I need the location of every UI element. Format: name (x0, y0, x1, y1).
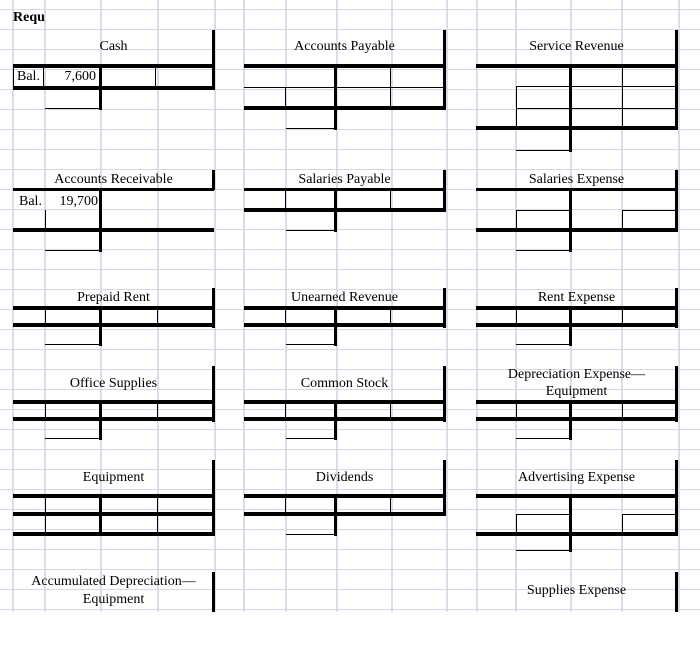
account-title: Cash (99, 39, 128, 54)
t-account-rent-expense[interactable] (476, 288, 677, 346)
account-title: Rent Expense (537, 290, 616, 305)
t-account-accounts-receivable[interactable] (13, 170, 214, 252)
t-account-dividends[interactable] (244, 460, 445, 536)
account-title: Supplies Expense (526, 583, 627, 598)
account-title: Salaries Payable (298, 172, 391, 187)
account-title-line2: Equipment (545, 384, 608, 399)
t-account-advertising-expense[interactable] (476, 460, 677, 552)
account-title: Dividends (315, 470, 374, 485)
t-account-supplies-expense[interactable] (476, 572, 677, 612)
account-title: Advertising Expense (517, 470, 636, 485)
t-account-salaries-expense[interactable] (476, 170, 677, 252)
balance-value: 19,700 (59, 194, 98, 209)
account-title: Common Stock (300, 376, 389, 391)
t-account-service-revenue[interactable] (476, 30, 677, 152)
t-account-office-supplies[interactable] (13, 366, 214, 440)
account-title: Office Supplies (69, 376, 158, 391)
account-title: Service Revenue (529, 39, 624, 54)
t-account-unearned-revenue[interactable] (244, 288, 445, 346)
account-title-line1: Depreciation Expense— (507, 367, 646, 382)
balance-label: Bal. (19, 194, 42, 209)
account-title: Prepaid Rent (77, 290, 150, 305)
t-account-salaries-payable[interactable] (244, 170, 445, 232)
t-account-accumulated-depreciation[interactable] (13, 572, 214, 612)
account-title: Accounts Payable (294, 39, 395, 54)
balance-value: 7,600 (64, 69, 96, 84)
balance-label: Bal. (17, 69, 40, 84)
t-account-common-stock[interactable] (244, 366, 445, 440)
page-title: Requ (13, 10, 45, 25)
t-account-cash[interactable] (13, 30, 214, 110)
t-account-prepaid-rent[interactable] (13, 288, 214, 346)
account-title: Equipment (82, 470, 145, 485)
t-account-equipment[interactable] (13, 460, 214, 536)
account-title-line2: Equipment (82, 592, 145, 607)
t-account-depreciation-expense[interactable] (476, 366, 677, 440)
account-title: Unearned Revenue (291, 290, 398, 305)
account-title: Accounts Receivable (54, 172, 173, 187)
t-account-accounts-payable[interactable] (244, 30, 445, 130)
account-title-line1: Accumulated Depreciation— (31, 574, 196, 589)
account-title: Salaries Expense (528, 172, 625, 187)
